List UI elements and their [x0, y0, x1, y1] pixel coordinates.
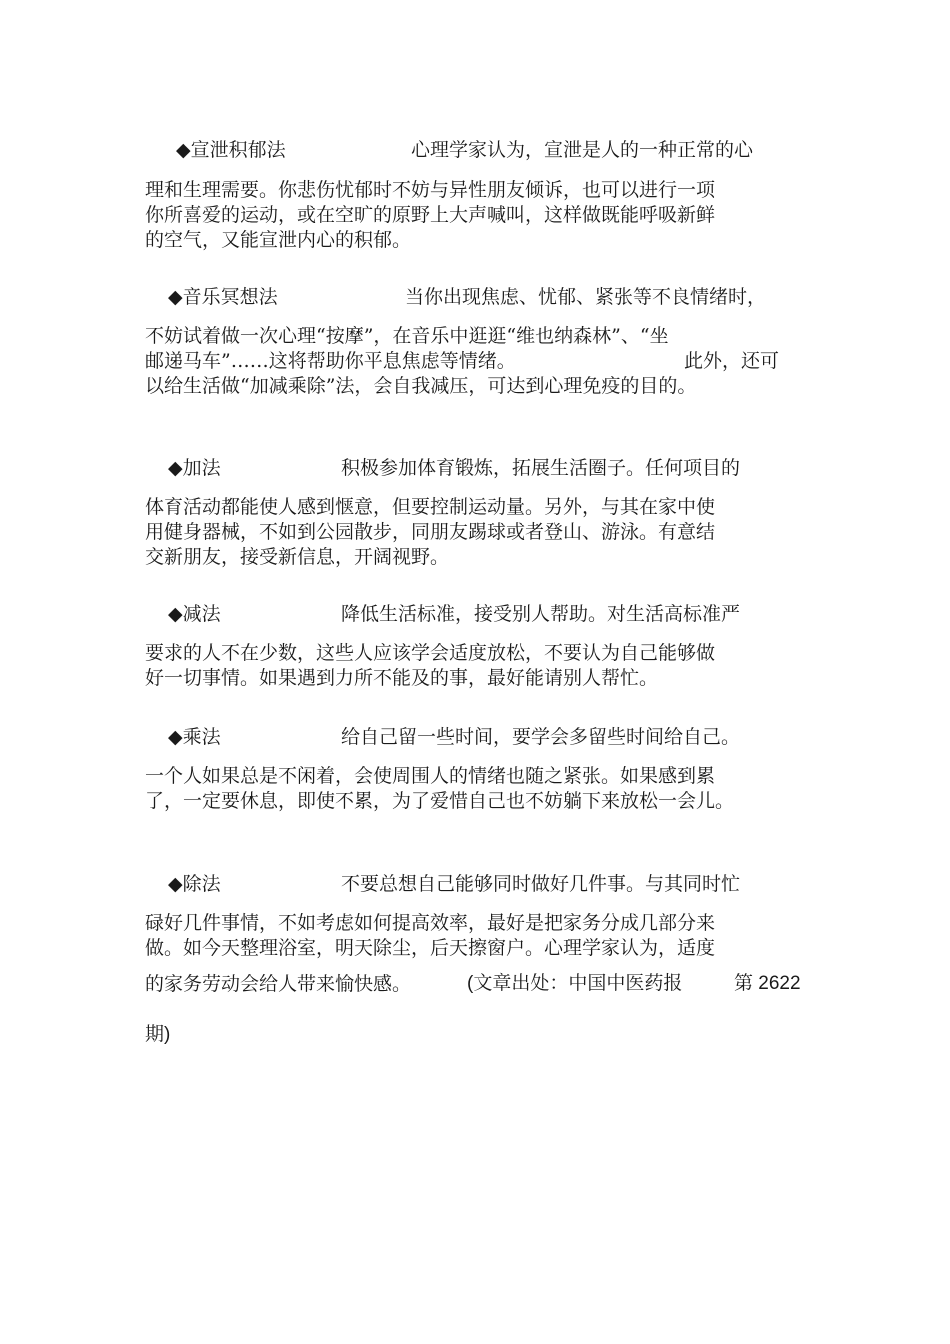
paragraph-line: 交新朋友，接受新信息，开阔视野。 [145, 546, 450, 568]
section-title: ◆加法 [168, 457, 221, 479]
section-lead: 积极参加体育锻炼，拓展生活圈子。任何项目的 [341, 457, 741, 479]
section-lead: 当你出现焦虑、忧郁、紧张等不良情绪时， [405, 286, 767, 308]
paragraph-line: 一个人如果总是不闲着，会使周围人的情绪也随之紧张。如果感到累 [145, 765, 716, 787]
paragraph-line: 的空气，又能宣泄内心的积郁。 [145, 229, 412, 251]
paragraph-line: 做。如今天整理浴室，明天除尘，后天擦窗户。心理学家认为，适度 [145, 937, 716, 959]
paragraph-line: 的家务劳动会给人带来愉快感。 [145, 973, 412, 995]
paragraph-line: 了，一定要休息，即使不累，为了爱惜自己也不妨躺下来放松一会儿。 [145, 790, 735, 812]
paragraph-line: 碌好几件事情，不如考虑如何提高效率，最好是把家务分成几部分来 [145, 912, 716, 934]
paragraph-line: 不妨试着做一次心理“按摩”，在音乐中逛逛“维也纳森林”、“坐 [145, 325, 669, 347]
source-issue: 第 2622 [734, 973, 801, 994]
paragraph-line: 理和生理需要。你悲伤忧郁时不妨与异性朋友倾诉，也可以进行一项 [145, 179, 716, 201]
paragraph-line: 好一切事情。如果遇到力所不能及的事，最好能请别人帮忙。 [145, 667, 659, 689]
paragraph-line: 用健身器械，不如到公园散步，同朋友踢球或者登山、游泳。有意结 [145, 521, 716, 543]
paragraph-line: 要求的人不在少数，这些人应该学会适度放松，不要认为自己能够做 [145, 642, 716, 664]
paragraph-line: 体育活动都能使人感到惬意，但要控制运动量。另外，与其在家中使 [145, 496, 716, 518]
section-lead: 降低生活标准，接受别人帮助。对生活高标准严 [341, 603, 741, 625]
section-lead: 不要总想自己能够同时做好几件事。与其同时忙 [341, 873, 741, 895]
section-lead: 给自己留一些时间，要学会多留些时间给自己。 [341, 726, 741, 748]
section-lead: 心理学家认为，宣泄是人的一种正常的心 [411, 139, 754, 161]
source-issue-suffix: 期) [145, 1024, 171, 1045]
paragraph-line: 以给生活做“加减乘除”法，会自我减压，可达到心理免疫的目的。 [145, 375, 697, 397]
section-title: ◆宣泄积郁法 [176, 139, 286, 161]
section-title: ◆减法 [168, 603, 221, 625]
section-title: ◆音乐冥想法 [168, 286, 278, 308]
paragraph-line: 邮递马车”……这将帮助你平息焦虑等情绪。 [145, 350, 516, 372]
source-citation: (文章出处：中国中医药报 [467, 973, 683, 994]
paragraph-line: 你所喜爱的运动，或在空旷的原野上大声喊叫，这样做既能呼吸新鲜 [145, 204, 716, 226]
section-title: ◆除法 [168, 873, 221, 895]
section-title: ◆乘法 [168, 726, 221, 748]
paragraph-extra: 此外，还可 [684, 350, 780, 372]
